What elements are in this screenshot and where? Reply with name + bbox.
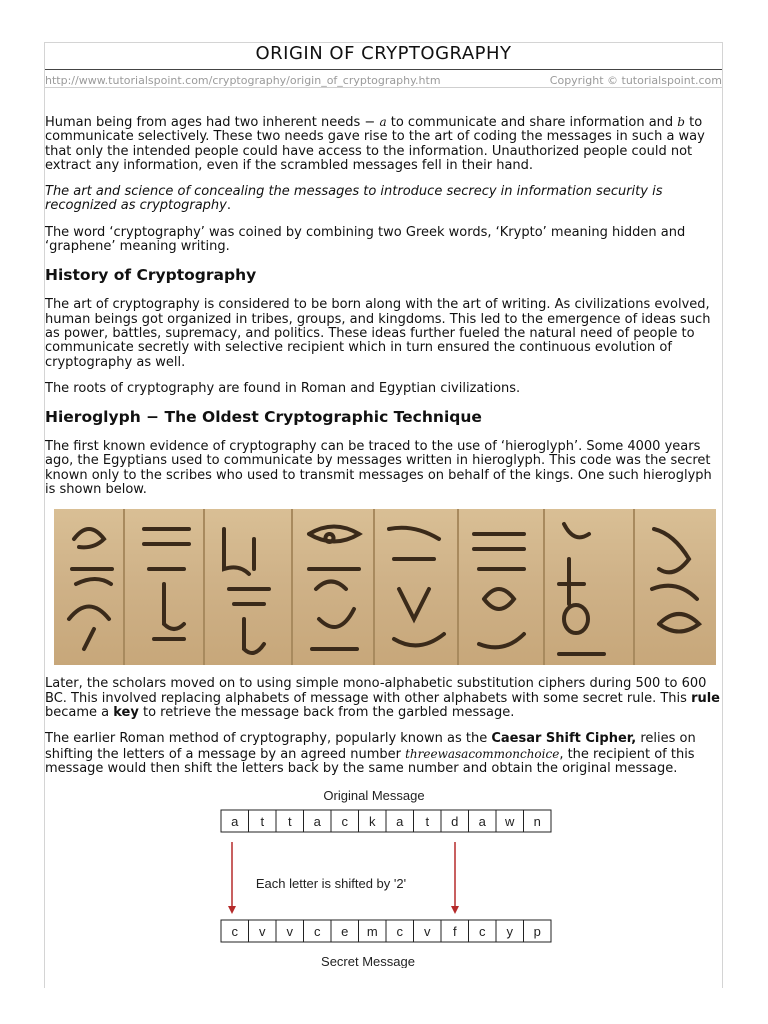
intro-paragraph-2: The art and science of concealing the messages to introduce secrecy in information security is recognized as cryptography.: [45, 184, 663, 214]
secret-letter: c: [479, 924, 486, 940]
variable-a: a: [379, 115, 387, 129]
shift-description: Each letter is shifted by '2': [255, 876, 407, 892]
header-divider: [45, 87, 722, 88]
secret-letter: c: [314, 924, 321, 940]
caesar-cipher-diagram: [45, 790, 724, 968]
shift-arrow-right-head: [451, 906, 459, 914]
shift-arrow-left-head: [228, 906, 236, 914]
original-letter: t: [425, 814, 430, 830]
original-letters-row: [221, 810, 551, 832]
source-url[interactable]: http://www.tutorialspoint.com/cryptography/origin_of_cryptography.htm: [45, 74, 441, 87]
title-divider: [45, 69, 722, 70]
caesar-term: Caesar Shift Cipher,: [491, 731, 637, 747]
original-letter: n: [533, 814, 541, 830]
original-letter: a: [396, 814, 404, 830]
original-message-label: Original Message: [323, 790, 425, 804]
original-letter: t: [287, 814, 292, 830]
secret-letter: p: [533, 924, 541, 940]
hieroglyph-paragraph: The first known evidence of cryptography can be traced to the use of ‘hieroglyph’. Some 4000 years ago, the Egyptians used to communicate by messages written in hieroglyph. This code was the secret known only to the scribes who used to transmit messages on behalf of the kings. One such hieroglyph is shown below.: [45, 439, 712, 498]
hieroglyph-image: [54, 509, 716, 665]
intro-paragraph-3: The word ‘cryptography’ was coined by combining two Greek words, ‘Krypto’ meaning hidden and ‘graphene’ meaning writing.: [45, 224, 686, 255]
page-title: ORIGIN OF CRYPTOGRAPHY: [255, 43, 512, 64]
history-paragraph-1: The art of cryptography is considered to be born along with the art of writing. As civilizations evolved, human beings got organized in tribes, groups, and kingdoms. This led to the emergence of ideas such as power, battles, supremacy, and politics. These ideas further fueled the natural need of people to communicate secretly with selective recipient which in turn ensured the continuous evolution of cryptography as well.: [45, 297, 711, 370]
shift-variable: threewasacommonchoice: [405, 746, 560, 761]
secret-message-label: Secret Message: [321, 954, 415, 969]
secret-letter: v: [286, 924, 293, 940]
history-heading: History of Cryptography: [45, 266, 257, 285]
original-letter: a: [313, 814, 321, 830]
secret-letter: c: [231, 924, 238, 940]
key-term: key: [113, 704, 139, 720]
variable-b: b: [677, 115, 685, 129]
hieroglyph-illustration: [54, 509, 716, 665]
secret-letter: c: [396, 924, 403, 940]
later-paragraph-2: The earlier Roman method of cryptography, popularly known as the Caesar Shift Cipher, relies on shifting the letters of a message by an agreed number threewasacommonchoice, the recipient of this message would then shift the letters back by the same number and obtain the original message.: [45, 731, 696, 776]
original-letter: k: [369, 814, 376, 830]
copyright-notice: Copyright © tutorialspoint.com: [549, 74, 722, 87]
secret-letter: f: [452, 924, 457, 940]
secret-letter: y: [506, 924, 513, 940]
later-paragraph-1: Later, the scholars moved on to using simple mono-alphabetic substitution ciphers during 500 to 600 BC. This involved replacing alphabets of message with other alphabets with some secret rule. This rule became a key to retrieve the message back from the garbled message.: [45, 676, 721, 720]
rule-term: rule: [691, 690, 721, 706]
secret-letter: v: [424, 924, 431, 940]
secret-letter: m: [366, 924, 378, 940]
intro-paragraph-1: Human being from ages had two inherent needs − a to communicate and share information and b to communicate selectively. These two needs gave rise to the art of coding the messages in such a way that only the intended people could have access to the information. Unauthorized people could not extract any information, even if the scrambled messages fell in their hand.: [45, 115, 705, 173]
original-letter: t: [260, 814, 265, 830]
original-letter: a: [231, 814, 239, 830]
secret-letters-row: [221, 920, 551, 942]
original-letter: a: [478, 814, 486, 830]
document-body: [45, 115, 724, 968]
original-letter: d: [451, 814, 459, 830]
original-letter: w: [505, 814, 515, 830]
original-letter: c: [341, 814, 348, 830]
history-paragraph-2: The roots of cryptography are found in Roman and Egyptian civilizations.: [45, 380, 521, 396]
secret-letter: v: [259, 924, 266, 940]
cipher-diagram-svg: [45, 790, 724, 968]
document-page: [44, 42, 723, 988]
hieroglyph-heading: Hieroglyph − The Oldest Cryptographic Technique: [45, 408, 482, 427]
secret-letter: e: [341, 924, 349, 940]
